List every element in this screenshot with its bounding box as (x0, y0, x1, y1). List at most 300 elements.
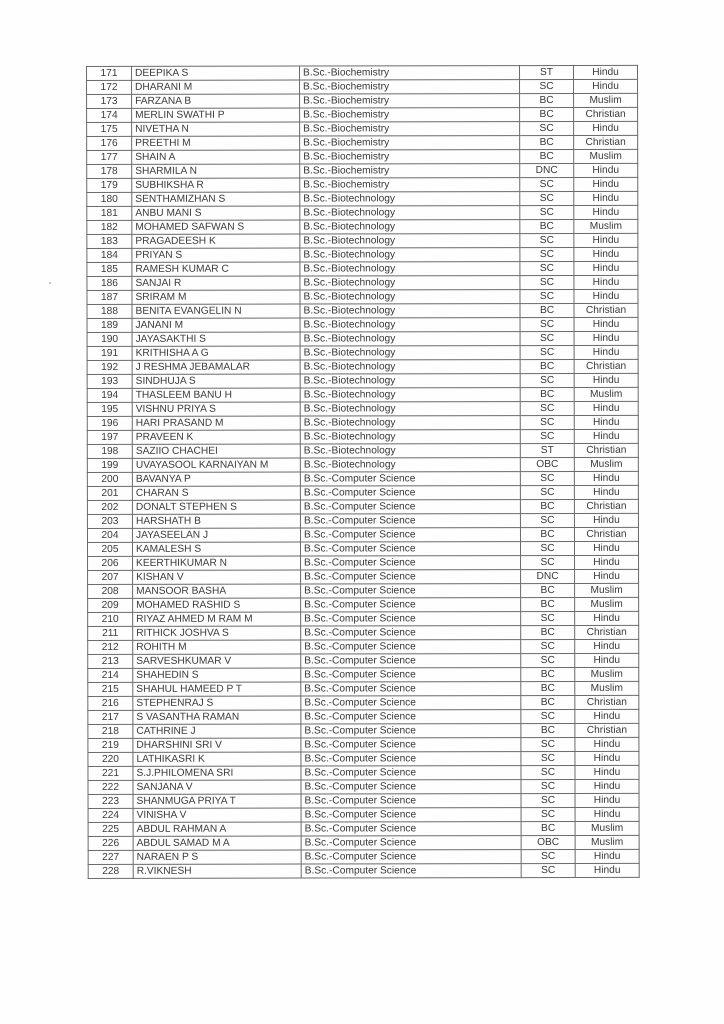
serial-number-cell: 175 (87, 122, 132, 136)
serial-number-cell: 228 (88, 864, 133, 878)
table-row (87, 485, 638, 500)
student-name-cell: MANSOOR BASHA (133, 584, 301, 598)
community-cell: SC (520, 289, 574, 303)
student-name-cell: SHANMUGA PRIYA T (133, 794, 301, 808)
serial-number-cell: 172 (87, 80, 132, 94)
community-cell: SC (520, 345, 574, 359)
student-name-cell: PRAVEEN K (132, 430, 300, 444)
religion-cell: Hindu (575, 569, 639, 583)
table-row (88, 807, 639, 822)
course-cell: B.Sc.-Computer Science (300, 542, 520, 556)
table-row (87, 373, 638, 388)
religion-cell: Hindu (574, 541, 638, 555)
student-name-cell: RITHICK JOSHVA S (133, 626, 301, 640)
community-cell: SC (521, 555, 575, 569)
table-row (88, 611, 639, 626)
student-name-cell: MERLIN SWATHI P (132, 108, 300, 122)
course-cell: B.Sc.-Biotechnology (300, 430, 520, 444)
religion-cell: Hindu (574, 79, 638, 93)
community-cell: SC (521, 765, 575, 779)
community-cell: SC (520, 373, 574, 387)
student-name-cell: SRIRAM M (132, 290, 300, 304)
serial-number-cell: 200 (87, 472, 132, 486)
table-row (87, 331, 638, 346)
serial-number-cell: 193 (87, 374, 132, 388)
table-row (88, 667, 639, 682)
serial-number-cell: 179 (87, 178, 132, 192)
religion-cell: Hindu (574, 247, 638, 261)
serial-number-cell: 173 (87, 94, 132, 108)
community-cell: SC (520, 331, 574, 345)
religion-cell: Christian (575, 723, 639, 737)
religion-cell: Christian (574, 303, 638, 317)
table-row (87, 303, 638, 318)
course-cell: B.Sc.-Computer Science (301, 710, 521, 724)
course-cell: B.Sc.-Biotechnology (300, 206, 520, 220)
table-row (88, 653, 639, 668)
serial-number-cell: 197 (87, 430, 132, 444)
religion-cell: Hindu (574, 415, 638, 429)
religion-cell: Christian (575, 695, 639, 709)
table-row (87, 275, 638, 290)
serial-number-cell: 209 (88, 598, 133, 612)
serial-number-cell: 176 (87, 136, 132, 150)
community-cell: SC (520, 121, 574, 135)
religion-cell: Hindu (574, 485, 638, 499)
course-cell: B.Sc.-Biotechnology (300, 346, 520, 360)
community-cell: SC (520, 233, 574, 247)
community-cell: BC (521, 667, 575, 681)
religion-cell: Hindu (575, 653, 639, 667)
serial-number-cell: 219 (88, 738, 133, 752)
community-cell: ST (520, 443, 574, 457)
community-cell: BC (521, 597, 575, 611)
community-cell: SC (520, 429, 574, 443)
religion-cell: Muslim (574, 219, 638, 233)
religion-cell: Hindu (574, 163, 638, 177)
course-cell: B.Sc.-Computer Science (300, 514, 520, 528)
religion-cell: Muslim (574, 457, 638, 471)
student-name-cell: BAVANYA P (132, 472, 300, 486)
community-cell: BC (521, 723, 575, 737)
student-name-cell: JANANI M (132, 318, 300, 332)
student-name-cell: SANJANA V (133, 780, 301, 794)
religion-cell: Hindu (574, 289, 638, 303)
community-cell: SC (520, 485, 574, 499)
religion-cell: Hindu (574, 275, 638, 289)
religion-cell: Christian (574, 107, 638, 121)
course-cell: B.Sc.-Computer Science (301, 598, 521, 612)
serial-number-cell: 218 (88, 724, 133, 738)
serial-number-cell: 182 (87, 220, 132, 234)
course-cell: B.Sc.-Biotechnology (300, 374, 520, 388)
community-cell: BC (520, 303, 574, 317)
religion-cell: Christian (574, 359, 638, 373)
course-cell: B.Sc.-Computer Science (301, 822, 521, 836)
serial-number-cell: 180 (87, 192, 132, 206)
religion-cell: Hindu (574, 317, 638, 331)
course-cell: B.Sc.-Computer Science (301, 724, 521, 738)
serial-number-cell: 212 (88, 640, 133, 654)
religion-cell: Hindu (575, 639, 639, 653)
religion-cell: Hindu (574, 429, 638, 443)
course-cell: B.Sc.-Computer Science (301, 850, 521, 864)
religion-cell: Hindu (574, 373, 638, 387)
student-name-cell: VINISHA V (133, 808, 301, 822)
student-name-cell: SHARMILA N (132, 164, 300, 178)
community-cell: SC (520, 79, 574, 93)
student-name-cell: CATHRINE J (133, 724, 301, 738)
course-cell: B.Sc.-Biotechnology (300, 234, 520, 248)
community-cell: BC (520, 527, 574, 541)
table-row (87, 177, 638, 192)
student-name-cell: THASLEEM BANU H (132, 388, 300, 402)
table-row (87, 65, 638, 80)
community-cell: SC (520, 401, 574, 415)
course-cell: B.Sc.-Computer Science (301, 654, 521, 668)
community-cell: SC (521, 779, 575, 793)
course-cell: B.Sc.-Biotechnology (300, 402, 520, 416)
student-name-cell: DHARANI M (132, 80, 300, 94)
serial-number-cell: 186 (87, 276, 132, 290)
table-row (88, 765, 639, 780)
student-name-cell: SANJAI R (132, 276, 300, 290)
serial-number-cell: 185 (87, 262, 132, 276)
community-cell: SC (521, 639, 575, 653)
student-name-cell: S VASANTHA RAMAN (133, 710, 301, 724)
student-name-cell: PREETHI M (132, 136, 300, 150)
religion-cell: Hindu (575, 751, 639, 765)
student-name-cell: RAMESH KUMAR C (132, 262, 300, 276)
serial-number-cell: 217 (88, 710, 133, 724)
community-cell: BC (520, 387, 574, 401)
community-cell: SC (520, 247, 574, 261)
serial-number-cell: 196 (87, 416, 132, 430)
student-name-cell: ROHITH M (133, 640, 301, 654)
table-row (87, 513, 638, 528)
table-row (87, 387, 638, 402)
course-cell: B.Sc.-Computer Science (300, 472, 520, 486)
table-row (88, 737, 639, 752)
course-cell: B.Sc.-Computer Science (301, 738, 521, 752)
course-cell: B.Sc.-Biotechnology (300, 248, 520, 262)
community-cell: SC (521, 863, 575, 877)
community-cell: BC (521, 821, 575, 835)
religion-cell: Hindu (574, 191, 638, 205)
student-name-cell: KRITHISHA A G (132, 346, 300, 360)
table-row (87, 93, 638, 108)
serial-number-cell: 198 (87, 444, 132, 458)
table-row (87, 541, 638, 556)
serial-number-cell: 184 (87, 248, 132, 262)
serial-number-cell: 177 (87, 150, 132, 164)
community-cell: DNC (520, 163, 574, 177)
serial-number-cell: 208 (88, 584, 133, 598)
course-cell: B.Sc.-Biotechnology (300, 444, 520, 458)
table-row (87, 247, 638, 262)
table-row (87, 261, 638, 276)
table-row (87, 135, 638, 150)
student-name-cell: SHAHEDIN S (133, 668, 301, 682)
student-roster-table (86, 65, 640, 879)
community-cell: DNC (521, 569, 575, 583)
student-name-cell: FARZANA B (132, 94, 300, 108)
course-cell: B.Sc.-Computer Science (301, 864, 521, 878)
student-name-cell: SHAHUL HAMEED P T (133, 682, 301, 696)
course-cell: B.Sc.-Computer Science (301, 752, 521, 766)
table-row (88, 723, 639, 738)
community-cell: SC (521, 751, 575, 765)
community-cell: BC (520, 93, 574, 107)
course-cell: B.Sc.-Biotechnology (300, 416, 520, 430)
table-row (87, 345, 638, 360)
course-cell: B.Sc.-Biotechnology (300, 318, 520, 332)
student-name-cell: DHARSHINI SRI V (133, 738, 301, 752)
table-row (87, 471, 638, 486)
course-cell: B.Sc.-Biotechnology (300, 458, 520, 472)
community-cell: OBC (521, 835, 575, 849)
religion-cell: Hindu (575, 793, 639, 807)
community-cell: SC (520, 177, 574, 191)
student-name-cell: NARAEN P S (133, 850, 301, 864)
serial-number-cell: 210 (88, 612, 133, 626)
serial-number-cell: 216 (88, 696, 133, 710)
table-row (87, 191, 638, 206)
student-name-cell: J RESHMA JEBAMALAR (132, 360, 300, 374)
student-name-cell: DEEPIKA S (132, 66, 300, 80)
table-row (87, 527, 638, 542)
table-row (87, 401, 638, 416)
table-row (88, 709, 639, 724)
serial-number-cell: 178 (87, 164, 132, 178)
community-cell: ST (520, 65, 574, 79)
course-cell: B.Sc.-Computer Science (301, 640, 521, 654)
table-row (87, 233, 638, 248)
table-row (87, 219, 638, 234)
table-row (87, 289, 638, 304)
serial-number-cell: 203 (87, 514, 132, 528)
serial-number-cell: 226 (88, 836, 133, 850)
student-name-cell: CHARAN S (132, 486, 300, 500)
religion-cell: Hindu (574, 233, 638, 247)
religion-cell: Muslim (575, 835, 639, 849)
religion-cell: Christian (575, 625, 639, 639)
table-row (87, 457, 638, 472)
course-cell: B.Sc.-Computer Science (301, 584, 521, 598)
table-row (87, 121, 638, 136)
community-cell: OBC (520, 457, 574, 471)
table-row (88, 793, 639, 808)
serial-number-cell: 199 (87, 458, 132, 472)
serial-number-cell: 195 (87, 402, 132, 416)
table-row (87, 163, 638, 178)
table-row (87, 149, 638, 164)
student-name-cell: SENTHAMIZHAN S (132, 192, 300, 206)
table-row (88, 555, 639, 570)
student-name-cell: ABDUL SAMAD M A (133, 836, 301, 850)
student-name-cell: ANBU MANI S (132, 206, 300, 220)
student-name-cell: SHAIN A (132, 150, 300, 164)
course-cell: B.Sc.-Computer Science (301, 556, 521, 570)
table-row (88, 849, 639, 864)
community-cell: BC (520, 149, 574, 163)
community-cell: SC (520, 205, 574, 219)
course-cell: B.Sc.-Biotechnology (300, 332, 520, 346)
table-row (87, 205, 638, 220)
course-cell: B.Sc.-Computer Science (301, 612, 521, 626)
religion-cell: Hindu (575, 555, 639, 569)
religion-cell: Christian (574, 499, 638, 513)
community-cell: SC (520, 471, 574, 485)
serial-number-cell: 192 (87, 360, 132, 374)
course-cell: B.Sc.-Computer Science (300, 528, 520, 542)
community-cell: BC (521, 583, 575, 597)
community-cell: SC (520, 261, 574, 275)
student-name-cell: HARSHATH B (132, 514, 300, 528)
religion-cell: Muslim (574, 149, 638, 163)
community-cell: BC (520, 359, 574, 373)
serial-number-cell: 171 (87, 66, 132, 80)
religion-cell: Hindu (574, 345, 638, 359)
table-row (88, 863, 639, 878)
table-row (88, 821, 639, 836)
course-cell: B.Sc.-Biochemistry (300, 150, 520, 164)
table-row (87, 443, 638, 458)
religion-cell: Muslim (574, 387, 638, 401)
serial-number-cell: 191 (87, 346, 132, 360)
student-name-cell: KEERTHIKUMAR N (133, 556, 301, 570)
community-cell: BC (520, 107, 574, 121)
table-row (88, 625, 639, 640)
religion-cell: Hindu (574, 331, 638, 345)
community-cell: BC (521, 625, 575, 639)
religion-cell: Muslim (575, 597, 639, 611)
serial-number-cell: 221 (88, 766, 133, 780)
course-cell: B.Sc.-Biotechnology (300, 220, 520, 234)
religion-cell: Muslim (575, 667, 639, 681)
course-cell: B.Sc.-Biotechnology (300, 192, 520, 206)
course-cell: B.Sc.-Computer Science (301, 696, 521, 710)
serial-number-cell: 202 (87, 500, 132, 514)
serial-number-cell: 213 (88, 654, 133, 668)
student-name-cell: SARVESHKUMAR V (133, 654, 301, 668)
student-name-cell: KISHAN V (133, 570, 301, 584)
student-name-cell: HARI PRASAND M (132, 416, 300, 430)
table-row (87, 499, 638, 514)
religion-cell: Christian (574, 135, 638, 149)
course-cell: B.Sc.-Biochemistry (300, 136, 520, 150)
serial-number-cell: 183 (87, 234, 132, 248)
community-cell: SC (521, 849, 575, 863)
religion-cell: Hindu (574, 401, 638, 415)
religion-cell: Hindu (575, 849, 639, 863)
serial-number-cell: 206 (88, 556, 133, 570)
course-cell: B.Sc.-Biotechnology (300, 360, 520, 374)
student-name-cell: KAMALESH S (132, 542, 300, 556)
community-cell: SC (520, 317, 574, 331)
serial-number-cell: 174 (87, 108, 132, 122)
community-cell: SC (521, 709, 575, 723)
student-name-cell: NIVETHA N (132, 122, 300, 136)
table-row (87, 359, 638, 374)
community-cell: BC (520, 499, 574, 513)
community-cell: SC (520, 275, 574, 289)
serial-number-cell: 190 (87, 332, 132, 346)
serial-number-cell: 189 (87, 318, 132, 332)
religion-cell: Christian (574, 527, 638, 541)
course-cell: B.Sc.-Biotechnology (300, 290, 520, 304)
course-cell: B.Sc.-Biochemistry (300, 164, 520, 178)
course-cell: B.Sc.-Computer Science (301, 780, 521, 794)
serial-number-cell: 211 (88, 626, 133, 640)
scan-speck (49, 282, 51, 284)
course-cell: B.Sc.-Biochemistry (300, 94, 520, 108)
student-name-cell: RIYAZ AHMED M RAM M (133, 612, 301, 626)
student-name-cell: SUBHIKSHA R (132, 178, 300, 192)
religion-cell: Hindu (575, 807, 639, 821)
religion-cell: Hindu (575, 611, 639, 625)
community-cell: SC (521, 807, 575, 821)
serial-number-cell: 215 (88, 682, 133, 696)
religion-cell: Hindu (574, 65, 638, 79)
table-row (87, 429, 638, 444)
serial-number-cell: 188 (87, 304, 132, 318)
course-cell: B.Sc.-Computer Science (301, 794, 521, 808)
table-row (88, 639, 639, 654)
religion-cell: Hindu (574, 513, 638, 527)
course-cell: B.Sc.-Biochemistry (300, 66, 520, 80)
course-cell: B.Sc.-Biochemistry (300, 178, 520, 192)
serial-number-cell: 205 (87, 542, 132, 556)
religion-cell: Hindu (574, 261, 638, 275)
course-cell: B.Sc.-Biochemistry (300, 122, 520, 136)
community-cell: BC (520, 135, 574, 149)
serial-number-cell: 194 (87, 388, 132, 402)
serial-number-cell: 222 (88, 780, 133, 794)
religion-cell: Hindu (575, 863, 639, 877)
community-cell: BC (520, 219, 574, 233)
student-name-cell: VISHNU PRIYA S (132, 402, 300, 416)
student-name-cell: PRAGADEESH K (132, 234, 300, 248)
student-name-cell: ABDUL RAHMAN A (133, 822, 301, 836)
course-cell: B.Sc.-Biotechnology (300, 304, 520, 318)
course-cell: B.Sc.-Computer Science (301, 836, 521, 850)
community-cell: SC (520, 541, 574, 555)
religion-cell: Muslim (575, 583, 639, 597)
roster-body (87, 65, 640, 878)
student-name-cell: STEPHENRAJ S (133, 696, 301, 710)
religion-cell: Hindu (574, 205, 638, 219)
religion-cell: Muslim (574, 93, 638, 107)
serial-number-cell: 227 (88, 850, 133, 864)
course-cell: B.Sc.-Biochemistry (300, 80, 520, 94)
serial-number-cell: 223 (88, 794, 133, 808)
table-row (88, 835, 639, 850)
course-cell: B.Sc.-Computer Science (300, 486, 520, 500)
community-cell: SC (521, 611, 575, 625)
student-name-cell: MOHAMED RASHID S (133, 598, 301, 612)
table-row (87, 415, 638, 430)
table-row (88, 751, 639, 766)
religion-cell: Hindu (574, 177, 638, 191)
serial-number-cell: 187 (87, 290, 132, 304)
student-name-cell: SINDHUJA S (132, 374, 300, 388)
community-cell: SC (521, 737, 575, 751)
religion-cell: Hindu (575, 779, 639, 793)
course-cell: B.Sc.-Computer Science (301, 668, 521, 682)
course-cell: B.Sc.-Biochemistry (300, 108, 520, 122)
community-cell: SC (521, 653, 575, 667)
